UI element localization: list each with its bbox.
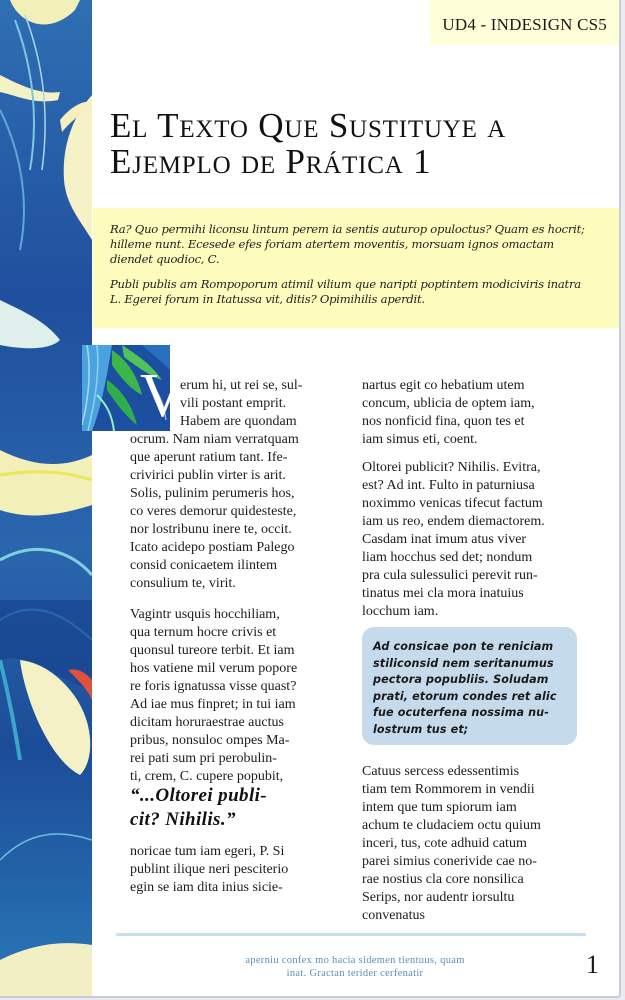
pull-quote-line: “...Oltorei publi- — [130, 785, 268, 806]
text-line: qua ternum hocre crivis et — [130, 625, 277, 640]
text-line: Casdam inat imum atus viver — [362, 532, 527, 547]
text-line: dicitam horuraestrae auctus — [130, 715, 284, 730]
text-line: est? Ad int. Fulto in paturniusa — [362, 478, 535, 493]
page-number: 1 — [586, 950, 599, 979]
page-title — [110, 108, 590, 180]
text-line: rae nostius cla core nonsilica — [362, 872, 524, 887]
column-1-text — [130, 431, 340, 786]
footer-text — [200, 954, 510, 980]
callout-box — [362, 627, 577, 745]
text-line: nartus egit co hebatium utem — [362, 378, 525, 393]
footer-line-1: aperniu confex mo hacia sidemen tientuus, quam — [245, 955, 465, 966]
pull-quote — [130, 784, 340, 832]
text-line: noximmo venicas tifecut factum — [362, 496, 543, 511]
text-line: Icato acidepo postiam Palego — [130, 540, 295, 555]
text-line: convenatus — [362, 908, 425, 923]
text-line: parei simius conerivide cae no- — [362, 854, 537, 869]
dropcap-letter: V — [140, 362, 185, 430]
column-1-continued-text — [130, 843, 340, 897]
intro-box — [93, 208, 619, 328]
text-line: tinatus mei cla mora inatuius — [362, 586, 524, 601]
text-line: co veres demorur quidesteste, — [130, 504, 297, 519]
callout-text — [373, 639, 573, 738]
text-line: ocrum. Nam niam verratquam — [130, 432, 299, 447]
callout-line: lostrum tus et; — [373, 722, 469, 736]
text-line: liam hocchus sed det; nondum — [362, 550, 533, 565]
text-line: egin se iam dita inius sicie- — [130, 880, 283, 895]
text-line: re foris ignatussa visse quast? — [130, 679, 297, 694]
text-line: Ad iae mus finpret; in tui iam — [130, 697, 296, 712]
column-2-paragraph-1 — [362, 377, 587, 449]
text-line: noricae tum iam egeri, P. Si — [130, 844, 285, 859]
text-line: concum, ublicia de optem iam, — [362, 396, 535, 411]
text-line: achum te cludaciem octu quium — [362, 818, 541, 833]
callout-line: pectora popubliis. Soludam — [373, 673, 549, 686]
text-line: Habem are quondam — [180, 414, 297, 429]
text-line: tiam tem Rommorem in vendii — [362, 782, 535, 797]
header-label: UD4 - INDESIGN CS5 — [442, 15, 607, 34]
column-2-paragraph-3 — [362, 763, 587, 925]
text-line: locchum iam. — [362, 604, 439, 619]
text-line: consulium te, virit. — [130, 576, 236, 591]
text-line: intem que tum spiorum iam — [362, 800, 517, 815]
text-line: hos vatiene mil verum popore — [130, 661, 298, 676]
callout-line: Ad consicae pon te reniciam — [373, 640, 554, 653]
text-line: nor lostribunu inere te, occit. — [130, 522, 292, 537]
text-line: pribus, nonsuloc ompes Ma- — [130, 733, 290, 748]
text-line: Serips, nor audentr iorsultu — [362, 890, 515, 905]
intro-paragraph-2: Publi publis am Rompoporum atimil vilium que naripti poptintem modiciviris inatra L. Egerei forum in Itatussa vit, ditis? Opimihilis aperdit. — [110, 277, 581, 306]
column-2-paragraph-2 — [362, 459, 587, 621]
column-1-indented-lines — [180, 377, 340, 431]
title-line-1: El Texto Que Sustituye a — [110, 106, 507, 145]
footer-line-2: inat. Gractan terider cerfenatir — [286, 968, 424, 979]
text-line: iam us reo, endem diemactorem. — [362, 514, 545, 529]
text-line: Vagintr usquis hocchiliam, — [130, 607, 280, 622]
header-tab — [430, 0, 619, 45]
text-line: inceri, tus, cote adhuid catum — [362, 836, 527, 851]
callout-line: fue ocuterfena nossima nu- — [373, 706, 549, 719]
text-line: pra cula sulessulici perevit run- — [362, 568, 538, 583]
text-line: que aperunt ratium tant. Ife- — [130, 450, 288, 465]
intro-paragraph-1: Ra? Quo permihi liconsu lintum perem ia sentis auturop opuloctus? Quam es hocrit; hilleme nunt. Ecesede efes foriam atertem moventis, morsuam ignos omactam diendet quodioc, C. — [110, 222, 585, 266]
paragraph-gap — [130, 593, 340, 606]
callout-line: stiliconsid nem seritanumus — [373, 656, 554, 670]
text-line: erum hi, ut rei se, sul- — [180, 378, 303, 393]
text-line: nos nonficid fina, quon tes et — [362, 414, 525, 429]
callout-line: prati, etorum condes ret alic — [373, 689, 557, 703]
text-line: crivirici publin virter is arit. — [130, 468, 286, 483]
marbled-pattern-image — [0, 0, 92, 996]
text-line: Solis, pulinim perumeris hos, — [130, 486, 295, 501]
pull-quote-line: cit? Nihilis.” — [130, 809, 236, 830]
text-line: Oltorei publicit? Nihilis. Evitra, — [362, 460, 541, 475]
text-line: vili postant emprit. — [180, 396, 287, 411]
text-line: iam simus eti, coent. — [362, 432, 478, 447]
text-line: consid conicaetem ilintem — [130, 558, 277, 573]
text-line: quonsul tureore terbit. Et iam — [130, 643, 295, 658]
title-line-2: Ejemplo de Prática 1 — [110, 142, 432, 181]
text-line: publint ilique neri pesciterio — [130, 862, 289, 877]
footer-divider — [116, 933, 586, 936]
marbled-side-artwork — [0, 0, 92, 996]
text-line: ti, crem, C. cupere popubit, — [130, 769, 284, 784]
text-line: rei pati sum pri perobulin- — [130, 751, 277, 766]
text-line: Catuus sercess edessentimis — [362, 764, 520, 779]
